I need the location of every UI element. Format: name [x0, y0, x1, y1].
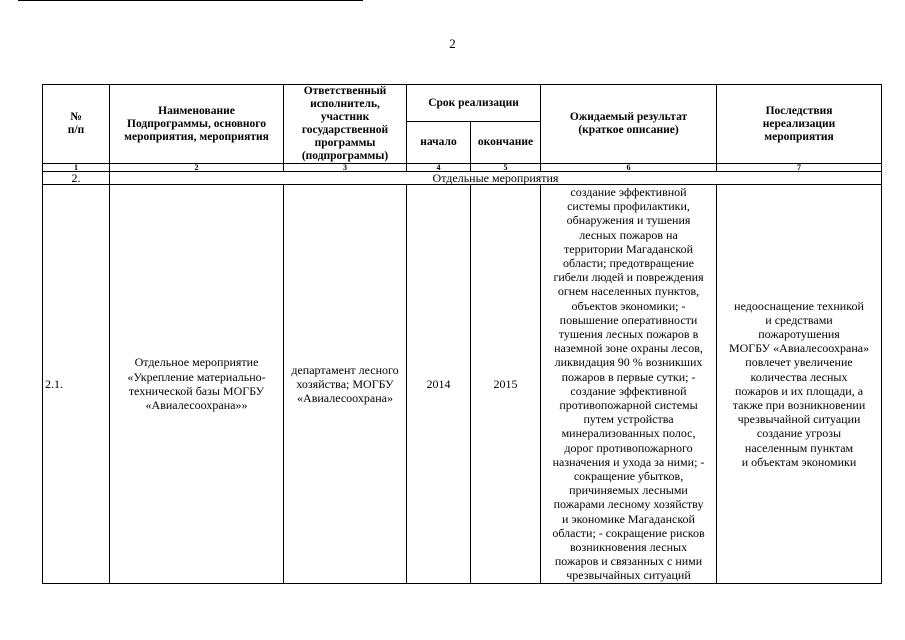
header-consequences: Последствия нереализации мероприятия [717, 85, 882, 164]
header-num: № п/п [43, 85, 110, 164]
row-name: Отдельное мероприятие «Укрепление материально- технической базы МОГБУ «Авиалесоохрана»» [110, 185, 284, 584]
top-rule [18, 0, 363, 1]
table-row [43, 185, 882, 584]
row-start-year: 2014 [407, 185, 471, 584]
section-number: 2. [43, 172, 110, 185]
header-name: Наименование Подпрограммы, основного мероприятия, мероприятия [110, 85, 284, 164]
header-executor: Ответственный исполнитель, участник государственной программы (подпрограммы) [284, 85, 407, 164]
section-title: Отдельные мероприятия [110, 172, 882, 185]
header-row-1 [43, 85, 882, 122]
header-start: начало [407, 122, 471, 164]
header-result: Ожидаемый результат (краткое описание) [541, 85, 717, 164]
row-expected-result: создание эффективной системы профилактики, обнаружения и тушения лесных пожаров на территории Магаданской области; предотвращение гибели людей и повреждения огнем населенных пунктов, объектов экономики; - повышение оперативности тушения лесных пожаров в наземной зоне охраны лесов, ликвидация 90 % возникших пожаров в первые сутки; - создание эффективной противопожарной системы путем устройства минерализованных полос, дорог противопожарного назначения и ухода за ними; - сокращение убытков, причиняемых лесными пожарами лесному хозяйству и экономике Магаданской области; - сокращение рисков возникновения лесных пожаров и связанных с ними чрезвычайных ситуаций [541, 185, 717, 584]
row-consequences: недооснащение техникой и средствами пожаротушения МОГБУ «Авиалесоохрана» повлечет увеличение количества лесных пожаров и их площади, а также при возникновении чрезвычайной ситуации создание угрозы населенным пунктам и объектам экономики [717, 185, 882, 584]
column-number: 6 [541, 164, 717, 172]
column-number: 4 [407, 164, 471, 172]
section-row [43, 172, 882, 185]
column-number: 1 [43, 164, 110, 172]
column-number: 5 [471, 164, 541, 172]
column-number: 7 [717, 164, 882, 172]
program-table [42, 84, 882, 584]
header-period: Срок реализации [407, 85, 541, 122]
row-end-year: 2015 [471, 185, 541, 584]
column-number: 3 [284, 164, 407, 172]
row-number: 2.1. [43, 185, 110, 584]
header-end: окончание [471, 122, 541, 164]
column-number: 2 [110, 164, 284, 172]
page-number: 2 [449, 36, 456, 51]
row-executor: департамент лесного хозяйства; МОГБУ «Авиалесоохрана» [284, 185, 407, 584]
